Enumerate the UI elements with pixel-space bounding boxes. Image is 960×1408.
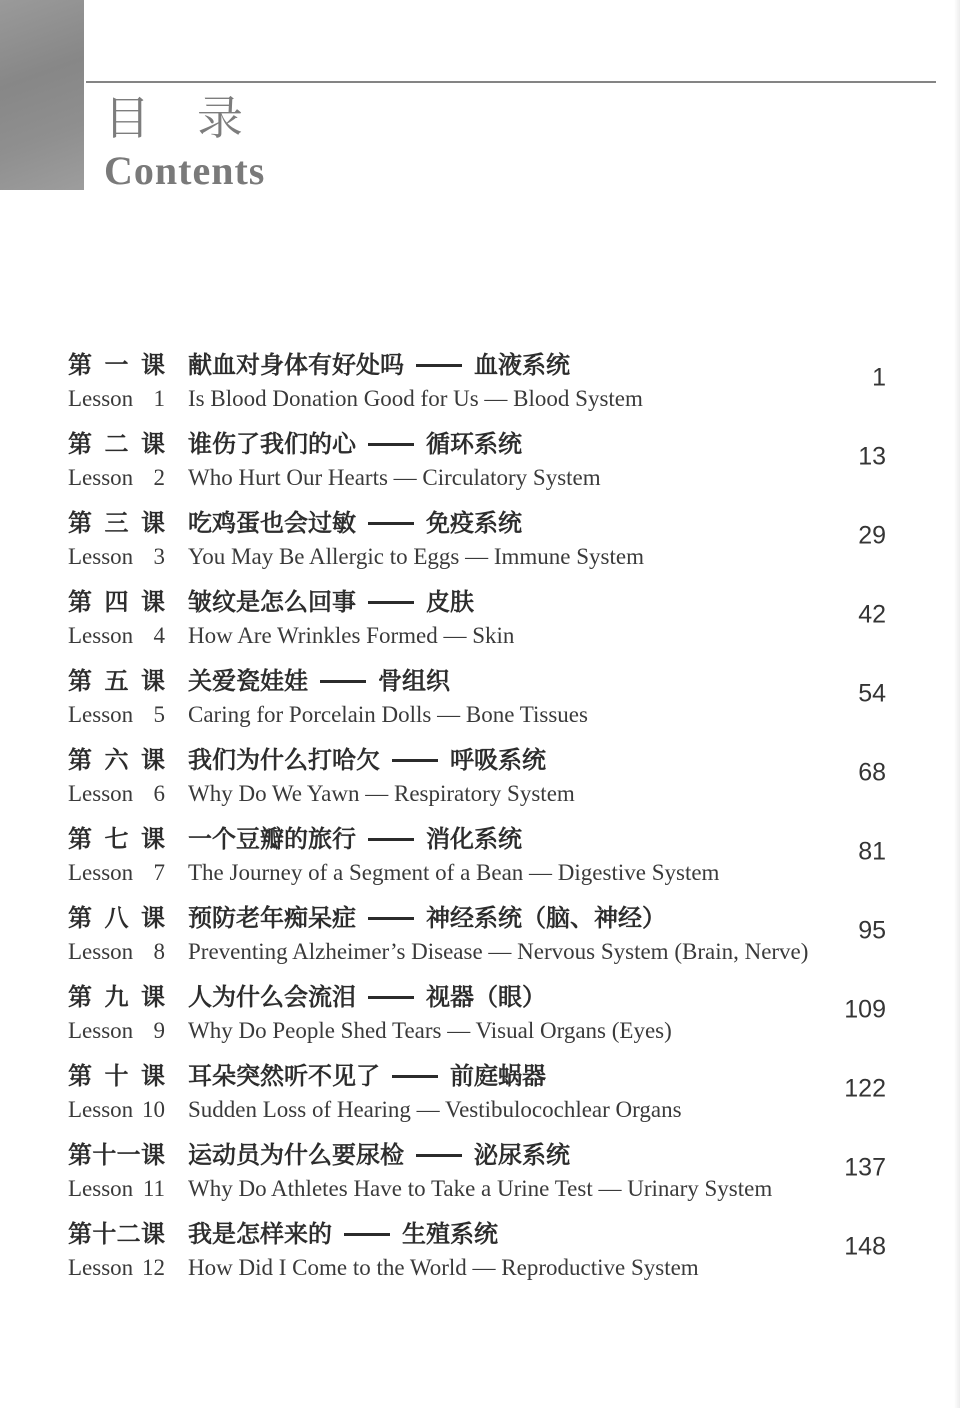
em-dash-rule <box>392 759 438 762</box>
page-number: 95 <box>858 916 886 945</box>
lesson-label-zh: 第 一 课 <box>68 352 165 379</box>
lesson-title-zh <box>188 1219 888 1251</box>
page-number: 29 <box>858 521 886 550</box>
lesson-number: 11 <box>142 1176 165 1201</box>
lesson-word: Lesson <box>68 1097 134 1122</box>
lesson-label-column <box>68 903 165 968</box>
lesson-number: 7 <box>153 860 165 885</box>
lesson-title-zh <box>188 350 888 382</box>
lesson-title-column <box>188 1061 888 1126</box>
lesson-title-zh-sub: 循环系统 <box>426 431 522 458</box>
page-number: 81 <box>858 837 886 866</box>
lesson-number: 10 <box>142 1097 165 1122</box>
lesson-word: Lesson <box>68 1018 134 1043</box>
lesson-title-zh-sub: 免疫系统 <box>426 510 522 537</box>
lesson-label-zh: 第 七 课 <box>68 826 165 853</box>
lesson-title-en: Sudden Loss of Hearing — Vestibulocochlear Organs <box>188 1097 682 1122</box>
page-number: 54 <box>858 679 886 708</box>
lesson-title-zh <box>188 903 888 935</box>
lesson-title-zh <box>188 587 888 619</box>
toc-entry <box>68 657 886 736</box>
lesson-title-zh-main: 谁伤了我们的心 <box>188 431 356 458</box>
toc-entry <box>68 420 886 499</box>
lesson-title-zh <box>188 982 888 1014</box>
lesson-word: Lesson <box>68 386 134 411</box>
lesson-label-column <box>68 508 165 573</box>
lesson-word: Lesson <box>68 465 134 490</box>
lesson-label-en <box>68 1014 165 1047</box>
lesson-title-column <box>188 508 888 573</box>
lesson-title-en: How Are Wrinkles Formed — Skin <box>188 623 515 648</box>
lesson-label-en <box>68 856 165 889</box>
lesson-label-en <box>68 1251 165 1284</box>
page-title-zh-char: 录 <box>197 93 243 144</box>
lesson-title-en: Caring for Porcelain Dolls — Bone Tissues <box>188 702 588 727</box>
lesson-label-en <box>68 1093 165 1126</box>
page-number: 109 <box>844 995 886 1024</box>
toc-entry <box>68 499 886 578</box>
lesson-title-zh-sub: 消化系统 <box>426 826 522 853</box>
lesson-title-column <box>188 429 888 494</box>
header-rule <box>86 81 936 83</box>
lesson-word: Lesson <box>68 860 134 885</box>
lesson-word: Lesson <box>68 1255 134 1280</box>
lesson-title-zh-main: 我是怎样来的 <box>188 1221 332 1248</box>
lesson-number: 12 <box>142 1255 165 1280</box>
em-dash-rule <box>368 601 414 604</box>
toc-entry <box>68 973 886 1052</box>
lesson-label-en <box>68 382 165 415</box>
toc-entry <box>68 1131 886 1210</box>
lesson-title-zh-main: 关爱瓷娃娃 <box>188 668 308 695</box>
lesson-title-zh-sub: 骨组织 <box>378 668 450 695</box>
lesson-label-column <box>68 429 165 494</box>
lesson-title-en: How Did I Come to the World — Reproductive System <box>188 1255 699 1280</box>
em-dash-rule <box>416 364 462 367</box>
lesson-title-zh <box>188 1140 888 1172</box>
lesson-label-column <box>68 1219 165 1284</box>
lesson-title-en: The Journey of a Segment of a Bean — Digestive System <box>188 860 720 885</box>
lesson-label-column <box>68 824 165 889</box>
page-number: 1 <box>872 363 886 392</box>
page-number: 137 <box>844 1153 886 1182</box>
lesson-title-column <box>188 982 888 1047</box>
lesson-label-en <box>68 461 165 494</box>
lesson-title-zh-main: 皱纹是怎么回事 <box>188 589 356 616</box>
lesson-word: Lesson <box>68 702 134 727</box>
lesson-title-zh-sub: 视器（眼） <box>426 984 546 1011</box>
page-title-zh <box>104 92 265 146</box>
lesson-title-en: Why Do Athletes Have to Take a Urine Test — Urinary System <box>188 1176 773 1201</box>
lesson-title-zh-main: 献血对身体有好处吗 <box>188 352 404 379</box>
lesson-title-zh-sub: 泌尿系统 <box>474 1142 570 1169</box>
lesson-title-zh-main: 人为什么会流泪 <box>188 984 356 1011</box>
lesson-label-zh: 第 十 课 <box>68 1063 165 1090</box>
page-number: 42 <box>858 600 886 629</box>
page-header <box>104 92 265 194</box>
lesson-title-column <box>188 1219 888 1284</box>
lesson-title-zh <box>188 666 888 698</box>
lesson-title-en: Is Blood Donation Good for Us — Blood System <box>188 386 643 411</box>
page-number: 68 <box>858 758 886 787</box>
lesson-label-zh: 第 二 课 <box>68 431 165 458</box>
lesson-title-column <box>188 903 888 968</box>
toc-entry <box>68 815 886 894</box>
lesson-title-zh <box>188 824 888 856</box>
lesson-title-zh-main: 预防老年痴呆症 <box>188 905 356 932</box>
lesson-label-column <box>68 1061 165 1126</box>
lesson-title-en: You May Be Allergic to Eggs — Immune System <box>188 544 644 569</box>
lesson-title-zh <box>188 1061 888 1093</box>
lesson-title-zh-main: 耳朵突然听不见了 <box>188 1063 380 1090</box>
lesson-label-zh: 第 九 课 <box>68 984 165 1011</box>
em-dash-rule <box>320 680 366 683</box>
lesson-title-zh-main: 一个豆瓣的旅行 <box>188 826 356 853</box>
toc-entry <box>68 894 886 973</box>
lesson-title-zh-main: 我们为什么打哈欠 <box>188 747 380 774</box>
page-number: 13 <box>858 442 886 471</box>
lesson-title-zh <box>188 745 888 777</box>
toc-entry <box>68 578 886 657</box>
lesson-label-column <box>68 745 165 810</box>
toc-entry <box>68 1210 886 1289</box>
lesson-label-en <box>68 619 165 652</box>
toc-entry <box>68 736 886 815</box>
em-dash-rule <box>368 996 414 999</box>
lesson-label-column <box>68 350 165 415</box>
lesson-label-en <box>68 777 165 810</box>
page-number: 122 <box>844 1074 886 1103</box>
lesson-label-en <box>68 698 165 731</box>
lesson-title-en: Why Do People Shed Tears — Visual Organs (Eyes) <box>188 1018 672 1043</box>
lesson-label-zh: 第 三 课 <box>68 510 165 537</box>
lesson-title-zh-main: 运动员为什么要尿检 <box>188 1142 404 1169</box>
lesson-number: 1 <box>153 386 165 411</box>
lesson-number: 3 <box>153 544 165 569</box>
lesson-title-en: Why Do We Yawn — Respiratory System <box>188 781 575 806</box>
lesson-label-column <box>68 982 165 1047</box>
em-dash-rule <box>416 1154 462 1157</box>
lesson-word: Lesson <box>68 781 134 806</box>
lesson-label-column <box>68 666 165 731</box>
lesson-title-column <box>188 824 888 889</box>
lesson-title-zh-sub: 前庭蜗器 <box>450 1063 546 1090</box>
page-title-en: Contents <box>104 148 266 193</box>
lesson-title-column <box>188 745 888 810</box>
lesson-title-zh-sub: 呼吸系统 <box>450 747 546 774</box>
lesson-title-zh-sub: 皮肤 <box>426 589 474 616</box>
lesson-label-en <box>68 935 165 968</box>
lesson-label-zh: 第 五 课 <box>68 668 165 695</box>
lesson-title-zh-main: 吃鸡蛋也会过敏 <box>188 510 356 537</box>
lesson-label-zh: 第 四 课 <box>68 589 165 616</box>
em-dash-rule <box>368 522 414 525</box>
lesson-label-zh: 第 十 二 课 <box>68 1221 165 1248</box>
lesson-number: 8 <box>153 939 165 964</box>
toc-entry <box>68 341 886 420</box>
toc-list <box>68 341 886 1289</box>
lesson-word: Lesson <box>68 1176 134 1201</box>
lesson-number: 4 <box>153 623 165 648</box>
lesson-title-column <box>188 1140 888 1205</box>
lesson-word: Lesson <box>68 623 134 648</box>
lesson-title-column <box>188 666 888 731</box>
lesson-title-column <box>188 350 888 415</box>
lesson-title-zh <box>188 429 888 461</box>
page-title-zh-char: 目 <box>104 93 150 144</box>
lesson-number: 2 <box>153 465 165 490</box>
lesson-label-zh: 第 六 课 <box>68 747 165 774</box>
em-dash-rule <box>368 917 414 920</box>
corner-decoration-block <box>0 0 84 190</box>
em-dash-rule <box>392 1075 438 1078</box>
toc-entry <box>68 1052 886 1131</box>
lesson-number: 9 <box>153 1018 165 1043</box>
lesson-label-column <box>68 1140 165 1205</box>
em-dash-rule <box>368 838 414 841</box>
lesson-title-zh <box>188 508 888 540</box>
lesson-label-en <box>68 540 165 573</box>
lesson-label-column <box>68 587 165 652</box>
em-dash-rule <box>368 443 414 446</box>
lesson-number: 6 <box>153 781 165 806</box>
lesson-label-zh: 第 十 一 课 <box>68 1142 165 1169</box>
lesson-label-en <box>68 1172 165 1205</box>
lesson-title-column <box>188 587 888 652</box>
lesson-number: 5 <box>153 702 165 727</box>
em-dash-rule <box>344 1233 390 1236</box>
lesson-title-en: Who Hurt Our Hearts — Circulatory System <box>188 465 601 490</box>
lesson-title-zh-sub: 生殖系统 <box>402 1221 498 1248</box>
lesson-title-en: Preventing Alzheimer’s Disease — Nervous System (Brain, Nerve) <box>188 939 809 964</box>
lesson-word: Lesson <box>68 939 134 964</box>
page-number: 148 <box>844 1232 886 1261</box>
lesson-label-zh: 第 八 课 <box>68 905 165 932</box>
page-edge-shading <box>954 0 960 1408</box>
lesson-title-zh-sub: 血液系统 <box>474 352 570 379</box>
lesson-word: Lesson <box>68 544 134 569</box>
lesson-title-zh-sub: 神经系统（脑、神经） <box>426 905 666 932</box>
